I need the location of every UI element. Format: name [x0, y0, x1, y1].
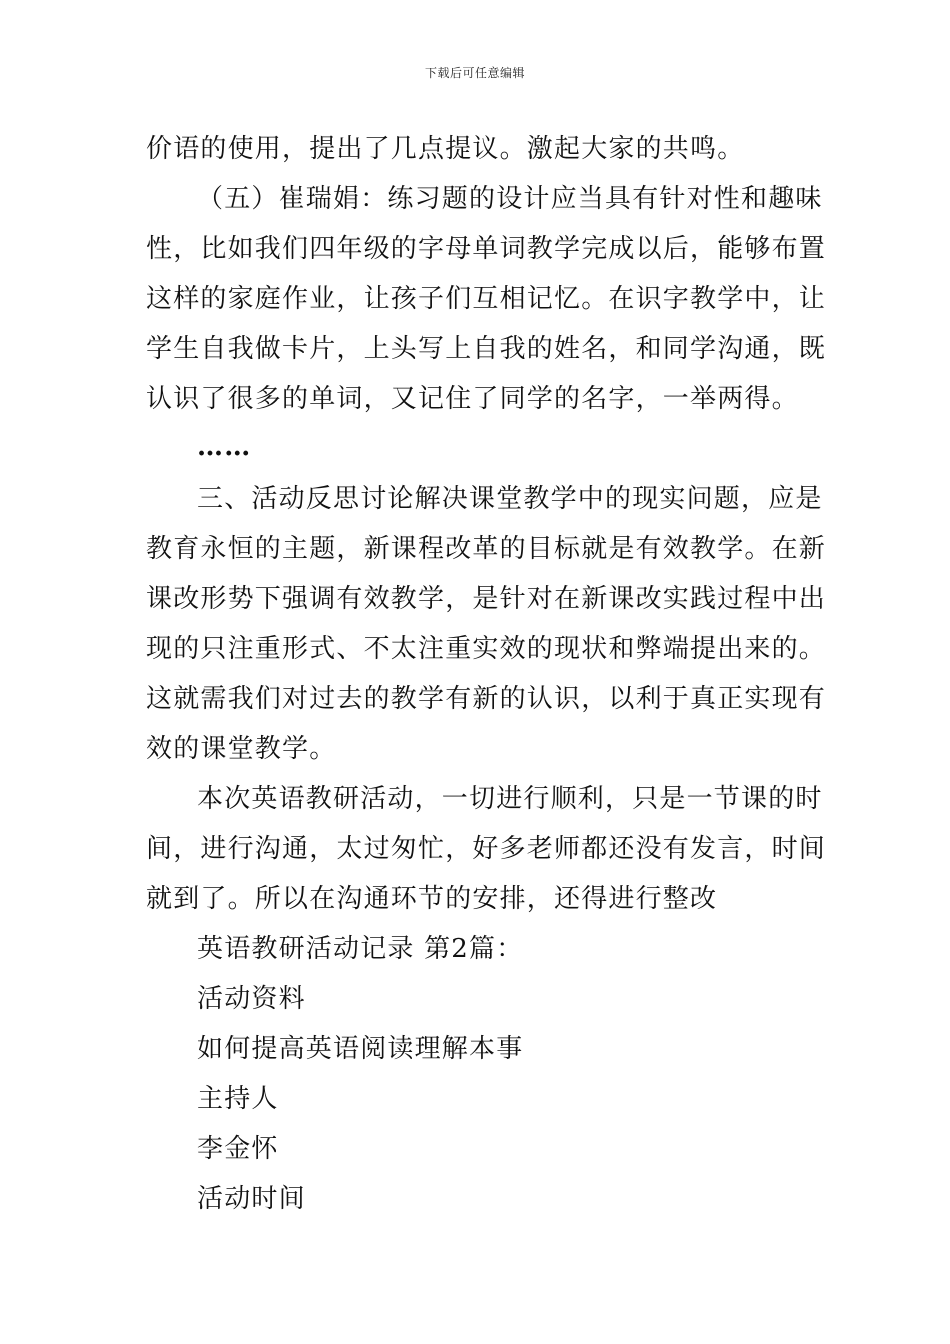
text-line: 学生自我做卡片，上头写上自我的姓名，和同学沟通，既	[146, 334, 827, 364]
text-line: 认识了很多的单词，又记住了同学的名字，一举两得。	[146, 384, 799, 414]
text-line: 就到了。所以在沟通环节的安排，还得进行整改	[146, 884, 718, 914]
page-header: 下载后可任意编辑	[424, 66, 525, 80]
section-heading-line: 三、活动反思讨论解决课堂教学中的现实问题，应是	[197, 484, 823, 514]
text-line: 课改形势下强调有效教学，是针对在新课改实践过程中出	[146, 584, 827, 614]
article-title-line: 英语教研活动记录 第2篇：	[197, 934, 524, 964]
text-line: 性，比如我们四年级的字母单词教学完成以后，能够布置	[146, 234, 827, 264]
ellipsis-line: ……	[197, 432, 252, 462]
text-line: 教育永恒的主题，新课程改革的目标就是有效教学。在新	[146, 534, 827, 564]
text-line: 价语的使用，提出了几点提议。激起大家的共鸣。	[146, 134, 745, 164]
text-line: 本次英语教研活动，一切进行顺利，只是一节课的时	[197, 784, 823, 814]
field-value-activity-content: 如何提高英语阅读理解本事	[197, 1034, 524, 1064]
text-line: 效的课堂教学。	[146, 734, 337, 764]
text-line: 这样的家庭作业，让孩子们互相记忆。在识字教学中，让	[146, 284, 827, 314]
text-line: 这就需我们对过去的教学有新的认识，以利于真正实现有	[146, 684, 827, 714]
text-line: （五）崔瑞娟：练习题的设计应当具有针对性和趣味	[197, 184, 823, 214]
text-line: 现的只注重形式、不太注重实效的现状和弊端提出来的。	[146, 634, 827, 664]
field-label-host: 主持人	[197, 1084, 279, 1114]
field-label-activity-time: 活动时间	[197, 1184, 306, 1214]
field-value-host: 李金怀	[197, 1134, 279, 1164]
field-label-activity-content: 活动资料	[197, 984, 306, 1014]
text-line: 间，进行沟通，太过匆忙，好多老师都还没有发言，时间	[146, 834, 827, 864]
